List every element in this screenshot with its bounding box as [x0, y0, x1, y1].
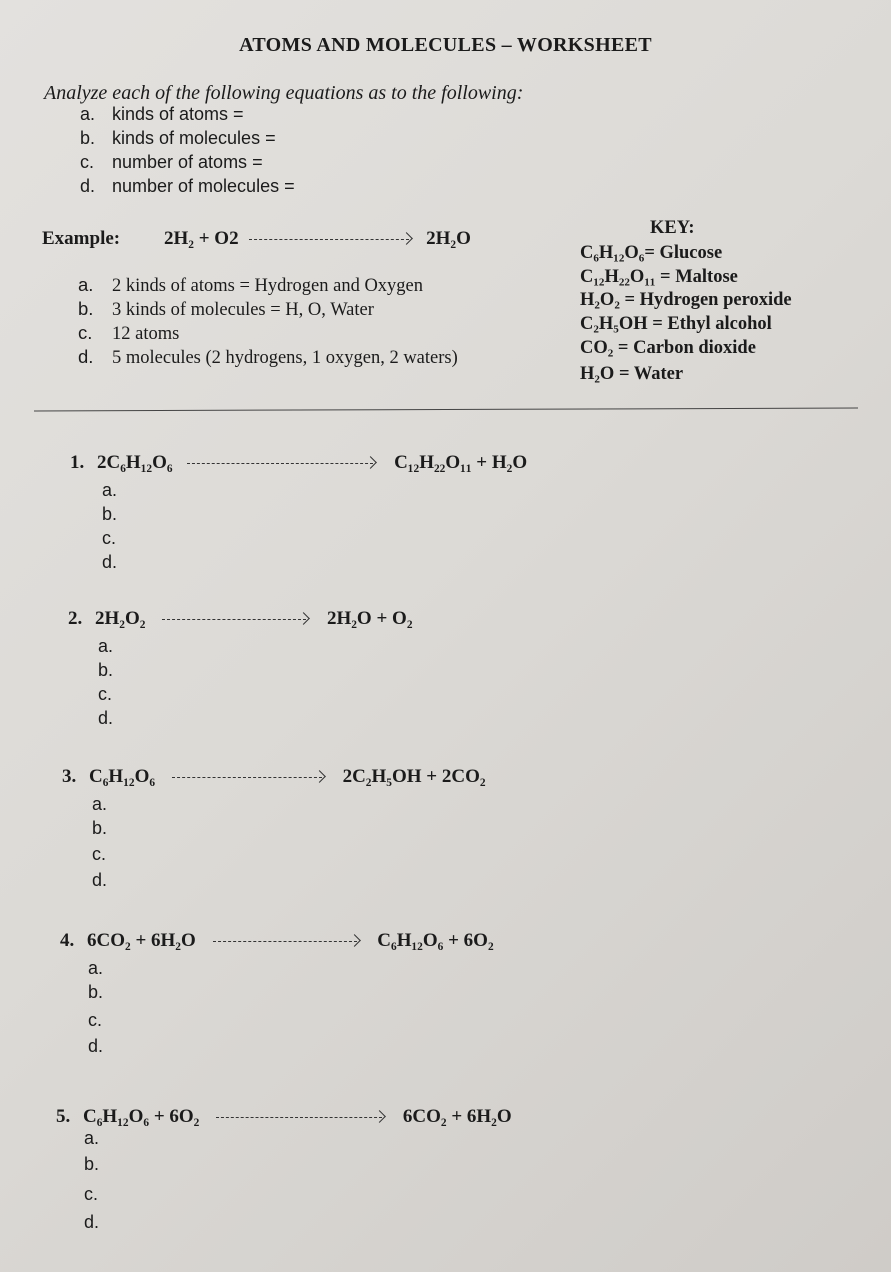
problem-reactants: 6CO₂ + 6H₂O: [87, 930, 196, 951]
key-entry: C₁₂H₂₂O₁₁ = Maltose: [580, 267, 738, 287]
answer-line-b: b.: [84, 1154, 100, 1174]
problem-number: 5.: [56, 1106, 71, 1127]
answer-letter: a.: [78, 274, 94, 295]
criterion-a: [80, 104, 244, 125]
reaction-arrow-icon: [187, 463, 373, 464]
problem-reactants: C₆H₁₂O₆ + 6O₂: [83, 1106, 200, 1127]
criterion-d: [80, 176, 295, 197]
reaction-arrow-icon: [172, 777, 322, 778]
key-heading: KEY:: [650, 218, 695, 238]
criterion-text: kinds of molecules =: [112, 128, 276, 148]
answer-line-b: b.: [102, 504, 118, 524]
answer-line-a: a.: [88, 958, 104, 978]
answer-text: 2 kinds of atoms = Hydrogen and Oxygen: [112, 276, 424, 296]
criterion-text: number of molecules =: [112, 176, 295, 196]
reaction-arrow-icon: [249, 239, 409, 240]
problem-number: 2.: [68, 608, 83, 629]
problem-reactants: 2C₆H₁₂O₆: [97, 452, 173, 473]
problem-reactants: 2H₂O₂: [95, 608, 146, 629]
criterion-c: [80, 152, 263, 173]
key-entry: C₆H₁₂O₆= Glucose: [580, 243, 723, 263]
answer-line-c: c.: [88, 1010, 103, 1030]
answer-line-c: c.: [92, 844, 107, 864]
key-entry: CO₂ = Carbon dioxide: [580, 338, 756, 358]
example-answer-a: [78, 274, 423, 297]
problem-3-equation: [62, 766, 486, 788]
worksheet-title: ATOMS AND MOLECULES – WORKSHEET: [239, 34, 652, 56]
answer-line-a: a.: [98, 636, 114, 656]
answer-line-a: a.: [102, 480, 118, 500]
answer-line-b: b.: [88, 982, 104, 1002]
example-label: Example:: [42, 228, 121, 249]
answer-line-a: a.: [92, 794, 108, 814]
criterion-letter: c.: [80, 152, 95, 172]
criterion-text: kinds of atoms =: [112, 104, 244, 124]
problem-1-equation: [70, 452, 527, 474]
problem-number: 4.: [60, 930, 75, 951]
reaction-arrow-icon: [216, 1117, 382, 1118]
problem-products: C₆H₁₂O₆ + 6O₂: [377, 930, 494, 951]
answer-line-d: d.: [84, 1212, 100, 1232]
example-reactants: 2H₂ + O2: [164, 228, 239, 249]
answer-letter: c.: [78, 322, 93, 343]
key-entry: H₂O₂ = Hydrogen peroxide: [580, 290, 792, 310]
answer-line-a: a.: [84, 1128, 100, 1148]
answer-letter: d.: [78, 346, 94, 367]
answer-line-d: d.: [102, 552, 118, 572]
problem-products: C₁₂H₂₂O₁₁ + H₂O: [394, 452, 528, 473]
instructions: Analyze each of the following equations as to the following:: [44, 82, 524, 104]
answer-line-b: b.: [92, 818, 108, 838]
answer-line-d: d.: [98, 708, 114, 728]
example-answer-c: [78, 322, 179, 345]
problem-4-equation: [60, 930, 494, 952]
problem-number: 3.: [62, 766, 77, 787]
problem-products: 2C₂H₅OH + 2CO₂: [342, 766, 486, 787]
section-divider: [34, 408, 858, 412]
answer-text: 12 atoms: [112, 324, 180, 344]
problem-products: 6CO₂ + 6H₂O: [402, 1106, 512, 1127]
criterion-letter: a.: [80, 104, 96, 124]
reaction-arrow-icon: [213, 941, 357, 942]
criterion-text: number of atoms =: [112, 152, 263, 172]
key-entry: C₂H₅OH = Ethyl alcohol: [580, 314, 772, 334]
example-answer-b: [78, 298, 374, 321]
answer-line-c: c.: [102, 528, 117, 548]
answer-line-c: c.: [84, 1184, 99, 1204]
example-products: 2H₂O: [426, 228, 471, 249]
problem-5-equation: [56, 1106, 512, 1128]
criterion-letter: d.: [80, 176, 96, 196]
answer-letter: b.: [78, 298, 94, 319]
answer-line-c: c.: [98, 684, 113, 704]
example-answer-d: [78, 346, 458, 369]
answer-text: 3 kinds of molecules = H, O, Water: [112, 300, 374, 320]
problem-number: 1.: [70, 452, 85, 473]
problem-reactants: C₆H₁₂O₆: [89, 766, 156, 787]
answer-line-d: d.: [88, 1036, 104, 1056]
criterion-letter: b.: [80, 128, 96, 148]
problem-products: 2H₂O + O₂: [326, 608, 413, 629]
example-equation: [164, 228, 471, 250]
answer-text: 5 molecules (2 hydrogens, 1 oxygen, 2 waters): [112, 348, 458, 368]
problem-2-equation: [68, 608, 413, 630]
criterion-b: [80, 128, 276, 149]
answer-line-b: b.: [98, 660, 114, 680]
reaction-arrow-icon: [162, 619, 306, 620]
key-entry: H₂O = Water: [580, 364, 684, 384]
answer-line-d: d.: [92, 870, 108, 890]
